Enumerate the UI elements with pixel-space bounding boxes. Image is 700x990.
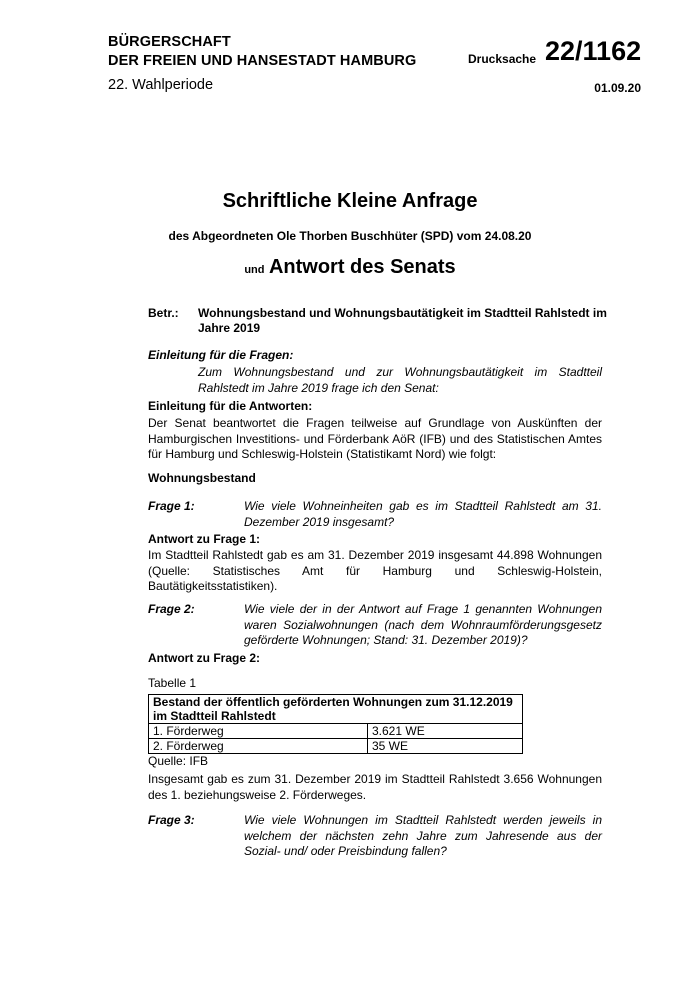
legislative-period: 22. Wahlperiode bbox=[108, 77, 214, 93]
foerderung-table bbox=[148, 694, 523, 754]
einleitung-antworten-text: Der Senat beantwortet die Fragen teilweise auf Grundlage von Auskünften der Hamburgischen Investitions- und Förderbank AöR (IFB) und des Statistischen Amtes für Hamburg und Schleswig-Holstein (Statistikamt Nord) wie folgt: bbox=[148, 416, 602, 461]
frage3-label: Frage 3: bbox=[148, 813, 195, 827]
table-row bbox=[149, 739, 523, 754]
document-title: Schriftliche Kleine Anfrage bbox=[222, 190, 478, 212]
table-header-row bbox=[149, 695, 523, 724]
frage2-text: Wie viele der in der Antwort auf Frage 1 genannten Wohnungen waren Sozialwohnungen (nach dem Wohnraumförderungsgesetz geförderte Wohnungen; Stand: 31. Dezember 2019)? bbox=[244, 602, 602, 647]
antwort1-heading: Antwort zu Frage 1: bbox=[148, 532, 261, 546]
table-cell-label: 1. Förderweg bbox=[149, 724, 368, 739]
table-header-line1: Bestand der öffentlich geförderten Wohnungen zum 31.12.2019 bbox=[153, 695, 513, 709]
einleitung-fragen-text: Zum Wohnungsbestand und zur Wohnungsbautätigkeit im Stadtteil Rahlstedt im Jahre 2019 frage ich den Senat: bbox=[198, 365, 602, 395]
org-name-line2: DER FREIEN UND HANSESTADT HAMBURG bbox=[108, 53, 417, 69]
antwort2-heading: Antwort zu Frage 2: bbox=[148, 651, 261, 665]
drucksache-number: 22/1162 bbox=[545, 36, 642, 66]
table-cell-value: 3.621 WE bbox=[368, 724, 523, 739]
table-cell-value: 35 WE bbox=[368, 739, 523, 754]
frage1-text: Wie viele Wohneinheiten gab es im Stadtteil Rahlstedt am 31. Dezember 2019 insgesamt? bbox=[244, 499, 602, 529]
drucksache-label: Drucksache bbox=[468, 52, 537, 66]
betreff-line1: Wohnungsbestand und Wohnungsbautätigkeit im Stadtteil Rahlstedt im bbox=[198, 306, 607, 320]
antwort1-text: Im Stadtteil Rahlstedt gab es am 31. Dezember 2019 insgesamt 44.898 Wohnungen (Quelle: Statistisches Amt für Hamburg und Schleswig-Holstein, Bautätigkeitsstatistiken). bbox=[148, 548, 602, 593]
document-subtitle: des Abgeordneten Ole Thorben Buschhüter (SPD) vom 24.08.20 bbox=[168, 229, 532, 243]
antwort-title: Antwort des Senats bbox=[268, 256, 456, 278]
antwort2-text: Insgesamt gab es zum 31. Dezember 2019 im Stadtteil Rahlstedt 3.656 Wohnungen des 1. beziehungsweise 2. Förderweges. bbox=[148, 772, 602, 802]
betreff-label: Betr.: bbox=[148, 306, 179, 320]
table-row bbox=[149, 724, 523, 739]
antwort-heading bbox=[0, 256, 700, 279]
einleitung-antworten-heading: Einleitung für die Antworten: bbox=[148, 399, 313, 413]
frage1-label: Frage 1: bbox=[148, 499, 195, 513]
org-name-line1: BÜRGERSCHAFT bbox=[108, 34, 231, 50]
einleitung-fragen-heading: Einleitung für die Fragen: bbox=[148, 348, 294, 362]
frage3-text: Wie viele Wohnungen im Stadtteil Rahlstedt werden jeweils in welchem der nächsten zehn Jahre zum Jahresende aus der Sozial- und/ oder Preisbindung fallen? bbox=[244, 813, 602, 858]
table-source: Quelle: IFB bbox=[148, 754, 209, 768]
antwort-prefix: und bbox=[244, 264, 265, 276]
frage2-label: Frage 2: bbox=[148, 602, 195, 616]
table-cell-label: 2. Förderweg bbox=[149, 739, 368, 754]
table-header-cell bbox=[149, 695, 523, 724]
document-date: 01.09.20 bbox=[594, 81, 641, 95]
betreff-line2: Jahre 2019 bbox=[198, 321, 261, 335]
table-caption: Tabelle 1 bbox=[148, 676, 197, 690]
section-heading: Wohnungsbestand bbox=[148, 471, 256, 485]
table-header-line2: im Stadtteil Rahlstedt bbox=[153, 709, 276, 723]
